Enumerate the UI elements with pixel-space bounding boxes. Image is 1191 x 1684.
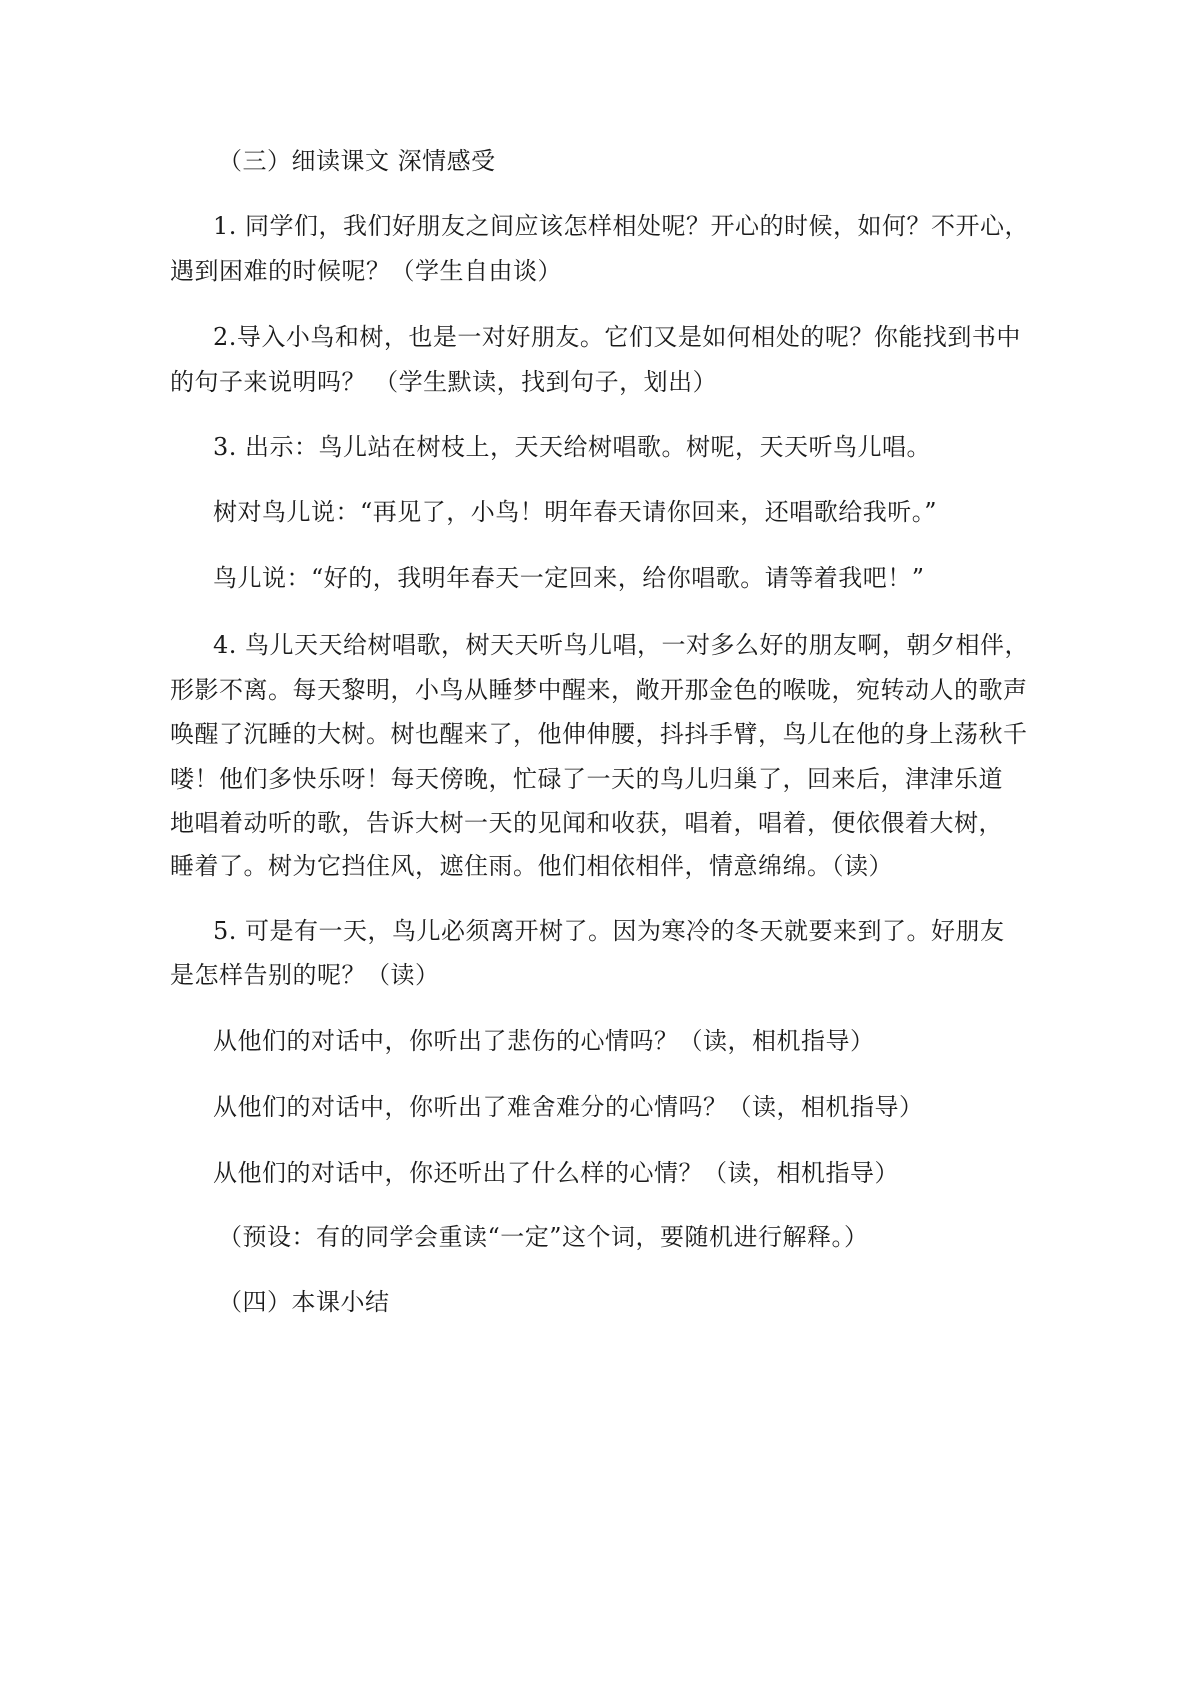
item-1-line-1: 1. 同学们，我们好朋友之间应该怎样相处呢？开心的时候，如何？不开心， xyxy=(213,212,1030,240)
item-5-line-3: 从他们的对话中，你听出了悲伤的心情吗？（读，相机指导） xyxy=(213,1027,875,1055)
section-heading-4: （四）本课小结 xyxy=(218,1288,390,1316)
item-4-line-3: 唤醒了沉睡的大树。树也醒来了，他伸伸腰，抖抖手臂，鸟儿在他的身上荡秋千 xyxy=(170,720,1028,748)
item-2-line-1: 2.导入小鸟和树，也是一对好朋友。它们又是如何相处的呢？你能找到书中 xyxy=(213,323,1021,351)
item-4-line-4: 喽！他们多快乐呀！每天傍晚，忙碌了一天的鸟儿归巢了，回来后，津津乐道 xyxy=(170,765,1003,793)
item-3-line-2: 树对鸟儿说：“再见了，小鸟！明年春天请你回来，还唱歌给我听。” xyxy=(213,498,938,526)
item-5-line-4: 从他们的对话中，你听出了难舍难分的心情吗？（读，相机指导） xyxy=(213,1093,924,1121)
item-2-line-2: 的句子来说明吗？ （学生默读，找到句子，划出） xyxy=(170,368,718,396)
section-heading-3: （三）细读课文 深情感受 xyxy=(218,147,496,175)
item-5-line-6: （预设：有的同学会重读“一定”这个词，要随机进行解释。） xyxy=(218,1223,869,1251)
item-3-line-1: 3. 出示：鸟儿站在树枝上，天天给树唱歌。树呢，天天听鸟儿唱。 xyxy=(213,433,932,461)
item-5-line-5: 从他们的对话中，你还听出了什么样的心情？（读，相机指导） xyxy=(213,1159,899,1187)
item-4-line-2: 形影不离。每天黎明，小鸟从睡梦中醒来，敞开那金色的喉咙，宛转动人的歌声 xyxy=(170,676,1028,704)
item-5-line-2: 是怎样告别的呢？（读） xyxy=(170,961,440,989)
item-3-line-3: 鸟儿说：“好的，我明年春天一定回来，给你唱歌。请等着我吧！” xyxy=(213,564,925,592)
item-4-line-1: 4. 鸟儿天天给树唱歌，树天天听鸟儿唱，一对多么好的朋友啊，朝夕相伴， xyxy=(213,631,1030,659)
item-4-line-5: 地唱着动听的歌，告诉大树一天的见闻和收获，唱着，唱着，便依偎着大树， xyxy=(170,809,1003,837)
item-5-line-1: 5. 可是有一天，鸟儿必须离开树了。因为寒冷的冬天就要来到了。好朋友 xyxy=(213,917,1005,945)
item-4-line-6: 睡着了。树为它挡住风，遮住雨。他们相依相伴，情意绵绵。（读） xyxy=(170,852,893,880)
item-1-line-2: 遇到困难的时候呢？（学生自由谈） xyxy=(170,257,562,285)
